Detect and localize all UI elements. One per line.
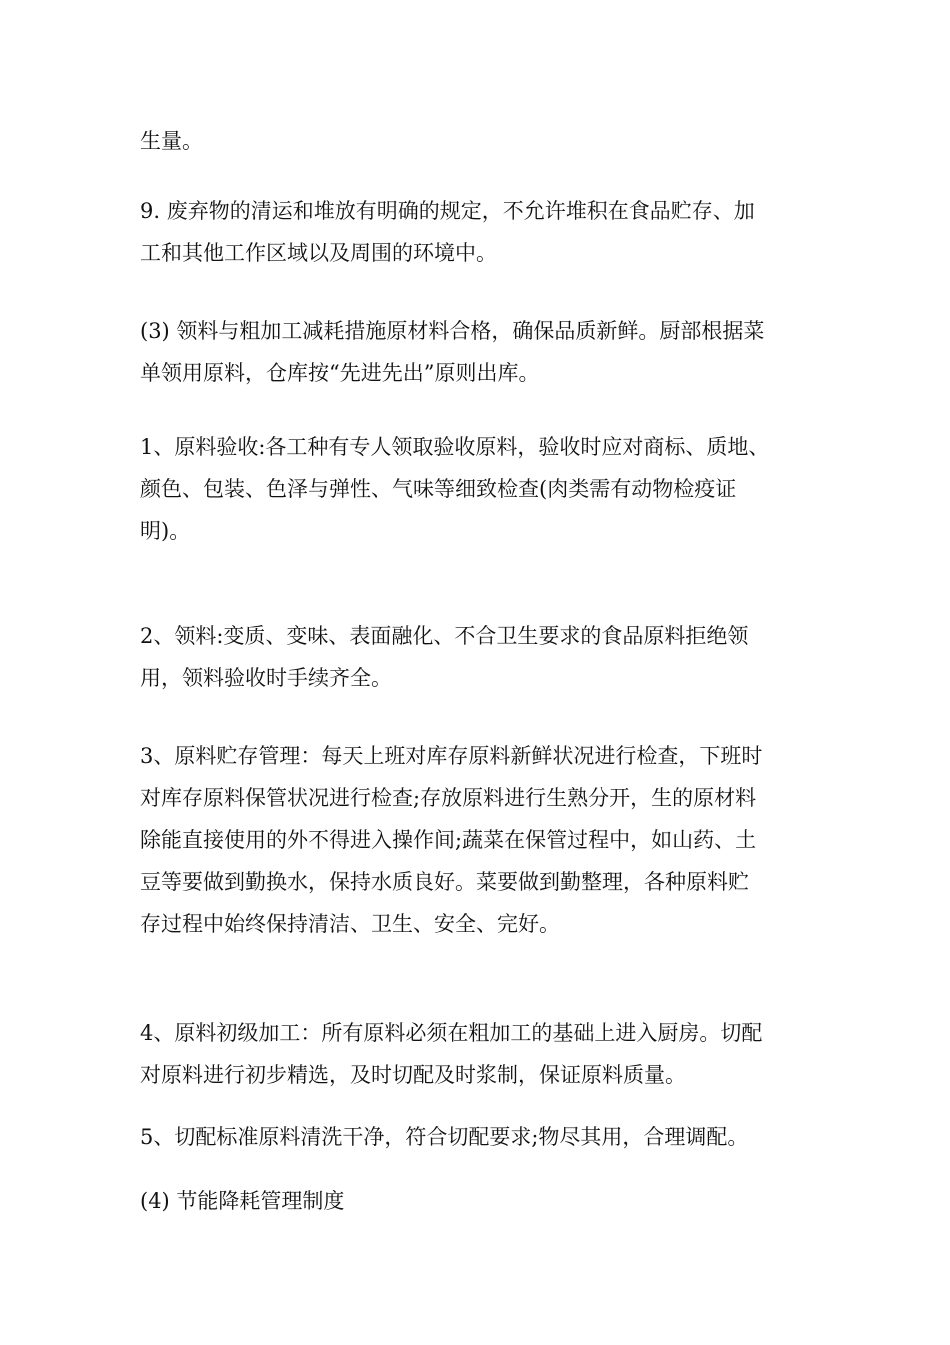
paragraph-item-9 [140, 190, 820, 274]
text-line: 5、切配标准原料清洗干净，符合切配要求;物尽其用，合理调配。 [140, 1125, 749, 1149]
text-line: 对原料进行初步精选，及时切配及时浆制，保证原料质量。 [140, 1063, 686, 1087]
text-line: 用，领料验收时手续齐全。 [140, 666, 392, 690]
paragraph-continuation [140, 120, 820, 162]
text-line: 明)。 [140, 519, 191, 543]
paragraph-item-1 [140, 426, 820, 552]
text-line: 颜色、包装、色泽与弹性、气味等细致检查(肉类需有动物检疫证 [140, 477, 737, 501]
text-line: 2、领料:变质、变味、表面融化、不合卫生要求的食品原料拒绝领 [140, 624, 749, 648]
text-line: 生量。 [140, 129, 203, 153]
paragraph-item-5 [140, 1116, 820, 1158]
text-line: 单领用原料，仓库按“先进先出”原则出库。 [140, 361, 540, 385]
paragraph-item-4 [140, 1012, 820, 1096]
text-line: 9. 废弃物的清运和堆放有明确的规定，不允许堆积在食品贮存、加 [140, 199, 755, 223]
text-line: (3) 领料与粗加工减耗措施原材料合格，确保品质新鲜。厨部根据菜 [140, 319, 765, 343]
text-line: (4) 节能降耗管理制度 [140, 1189, 345, 1213]
text-line: 除能直接使用的外不得进入操作间;蔬菜在保管过程中，如山药、土 [140, 828, 757, 852]
text-line: 3、原料贮存管理：每天上班对库存原料新鲜状况进行检查，下班时 [140, 744, 763, 768]
text-line: 4、原料初级加工：所有原料必须在粗加工的基础上进入厨房。切配 [140, 1021, 763, 1045]
text-line: 存过程中始终保持清洁、卫生、安全、完好。 [140, 912, 560, 936]
text-line: 1、原料验收:各工种有专人领取验收原料，验收时应对商标、质地、 [140, 435, 770, 459]
paragraph-item-2 [140, 615, 820, 699]
text-line: 豆等要做到勤换水，保持水质良好。菜要做到勤整理，各种原料贮 [140, 870, 749, 894]
paragraph-item-3 [140, 735, 820, 945]
paragraph-section-4-heading [140, 1180, 820, 1222]
paragraph-section-3 [140, 310, 820, 394]
text-line: 工和其他工作区域以及周围的环境中。 [140, 241, 497, 265]
text-line: 对库存原料保管状况进行检查;存放原料进行生熟分开，生的原材料 [140, 786, 757, 810]
